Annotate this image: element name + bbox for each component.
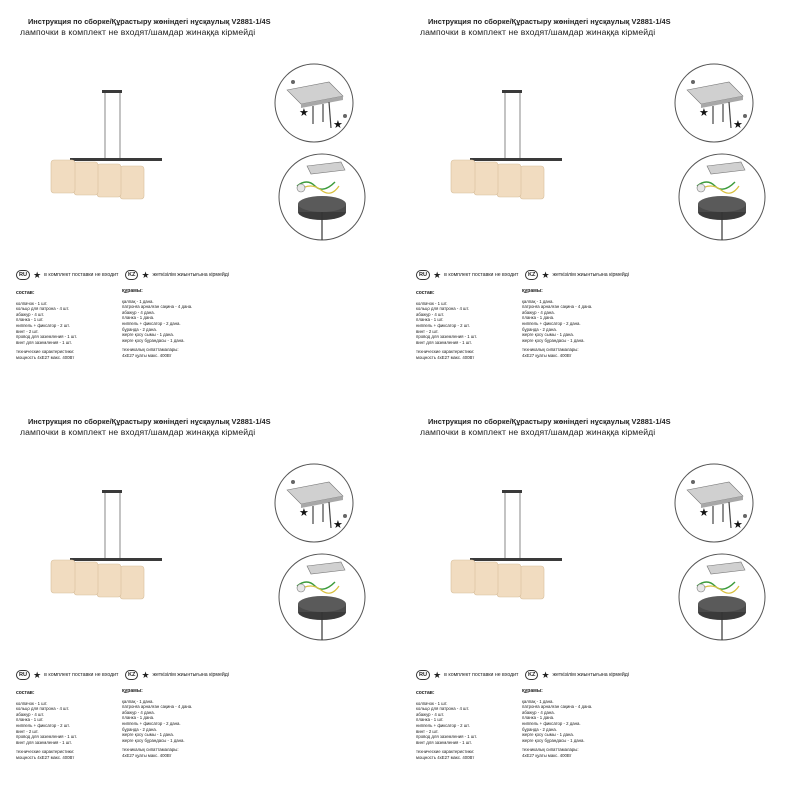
ru-parts-list — [416, 691, 477, 761]
ru-heading: состав: — [16, 690, 35, 696]
list-item: қалпақ - 1 дана. — [522, 298, 554, 304]
list-item: кольцо для патрона - 4 шт. — [416, 306, 470, 312]
ceiling-plate-detail — [673, 62, 755, 144]
star-icon: ★ — [141, 670, 150, 680]
list-item: планка - 1 дана. — [522, 315, 555, 321]
list-item: планка - 1 шт. — [416, 717, 444, 723]
ru-parts-list — [16, 691, 77, 761]
list-item: планка - 1 дана. — [122, 715, 155, 721]
legend-kz — [125, 270, 229, 280]
kz-badge: KZ — [125, 270, 138, 280]
list-item: жерге қосу бұрандасы - 1 дана. — [522, 337, 585, 343]
canopy-wiring-detail — [277, 552, 367, 642]
list-item: жерге қосу сымы - 1 дана. — [522, 732, 575, 738]
ru-heading: состав: — [416, 690, 435, 696]
list-item: ниппель + фиксатор - 2 шт. — [416, 322, 470, 328]
list-item: абажур - 4 шт. — [16, 711, 45, 717]
list-item: жерге қосу бұрандасы - 1 дана. — [122, 337, 185, 343]
legend-kz-text: жеткізілім жиынтығына кірмейді — [152, 272, 229, 278]
kz-heading: құрамы: — [522, 288, 543, 294]
list-item: абажур - 4 дана. — [122, 709, 155, 715]
kz-parts-list — [522, 289, 592, 359]
kz-heading: құрамы: — [522, 688, 543, 694]
ru-tech-value: мощность 4хE27 макс. 400Вт — [16, 754, 75, 760]
canopy-wiring-detail — [677, 152, 767, 242]
instruction-subtitle: лампочки в комплект не входят/шамдар жинаққа кірмейді — [20, 27, 256, 37]
legend-kz — [525, 270, 629, 280]
legend-ru-text: в комплект поставки не входит — [44, 272, 119, 278]
ru-parts-list — [16, 291, 77, 361]
list-item: абажур - 4 дана. — [522, 309, 555, 315]
list-item: провод для заземления - 1 шт. — [416, 334, 477, 340]
instruction-subtitle: лампочки в комплект не входят/шамдар жинаққа кірмейді — [20, 427, 256, 437]
list-item: винт для заземления - 1 шт. — [16, 739, 72, 745]
star-icon: ★ — [433, 670, 442, 680]
list-item: винт для заземления - 1 шт. — [416, 739, 472, 745]
kz-tech-heading: техникалық сипаттамалары: — [522, 747, 579, 753]
list-item: қалпақ - 1 дана. — [122, 698, 154, 704]
list-item: жерге қосу сымы - 1 дана. — [122, 732, 175, 738]
kz-parts-list — [122, 689, 192, 759]
legend-kz-text: жеткізілім жиынтығына кірмейді — [552, 672, 629, 678]
instruction-subtitle: лампочки в комплект не входят/шамдар жинаққа кірмейді — [420, 427, 656, 437]
kz-tech-heading: техникалық сипаттамалары: — [122, 747, 179, 753]
list-item: патронға арналған сақина - 4 дана. — [522, 704, 593, 710]
list-item: ниппель + фиксатор - 2 шт. — [16, 322, 70, 328]
star-icon: ★ — [33, 670, 42, 680]
list-item: ниппель + фиксатор - 2 дана. — [122, 320, 181, 326]
instruction-title: Инструкция по сборке/Құрастыру жөніндегі нұсқаулық V2881-1/4S — [28, 17, 271, 26]
star-icon: ★ — [141, 270, 150, 280]
kz-parts-list — [522, 689, 592, 759]
instruction-title: Инструкция по сборке/Құрастыру жөніндегі нұсқаулық V2881-1/4S — [428, 17, 671, 26]
star-icon: ★ — [541, 270, 550, 280]
kz-tech-value: 4хE27 қуаты макс. 400Вт — [522, 352, 572, 358]
list-item: планка - 1 дана. — [522, 715, 555, 721]
list-item: жерге қосу бұрандасы - 1 дана. — [522, 737, 585, 743]
list-item: колпачок - 1 шт. — [16, 300, 48, 306]
legend-kz-text: жеткізілім жиынтығына кірмейді — [552, 272, 629, 278]
instruction-sheet-top-right — [400, 0, 800, 400]
list-item: абажур - 4 шт. — [16, 311, 45, 317]
list-item: ниппель + фиксатор - 2 шт. — [416, 722, 470, 728]
ru-badge: RU — [16, 670, 30, 680]
kz-heading: құрамы: — [122, 688, 143, 694]
legend-kz — [525, 670, 629, 680]
star-icon: ★ — [541, 670, 550, 680]
list-item: планка - 1 шт. — [16, 317, 44, 323]
list-item: патронға арналған сақина - 4 дана. — [522, 304, 593, 310]
legend-ru — [16, 670, 118, 680]
list-item: провод для заземления - 1 шт. — [416, 734, 477, 740]
instruction-subtitle: лампочки в комплект не входят/шамдар жинаққа кірмейді — [420, 27, 656, 37]
kz-heading: құрамы: — [122, 288, 143, 294]
ru-tech-value: мощность 4хE27 макс. 400Вт — [416, 354, 475, 360]
kz-badge: KZ — [125, 670, 138, 680]
ru-tech-heading: технические характеристики: — [16, 349, 75, 355]
legend-ru — [416, 270, 518, 280]
kz-tech-value: 4хE27 қуаты макс. 400Вт — [122, 352, 172, 358]
legend-kz — [125, 670, 229, 680]
ru-badge: RU — [416, 670, 430, 680]
ceiling-plate-detail — [273, 62, 355, 144]
list-item: провод для заземления - 1 шт. — [16, 334, 77, 340]
canopy-wiring-detail — [677, 552, 767, 642]
instruction-sheet-bottom-right — [400, 400, 800, 800]
ru-heading: состав: — [416, 290, 435, 296]
legend-ru-text: в комплект поставки не входит — [444, 672, 519, 678]
lamp-illustration — [440, 480, 565, 610]
list-item: бұранда - 2 дана. — [522, 726, 557, 732]
list-item: кольцо для патрона - 4 шт. — [416, 706, 470, 712]
list-item: абажур - 4 шт. — [416, 711, 445, 717]
list-item: патронға арналған сақина - 4 дана. — [122, 304, 193, 310]
svg-text:★: ★ — [333, 118, 343, 131]
ru-tech-heading: технические характеристики: — [416, 749, 475, 755]
list-item: ниппель + фиксатор - 2 шт. — [16, 722, 70, 728]
list-item: бұранда - 2 дана. — [122, 726, 157, 732]
kz-tech-value: 4хE27 қуаты макс. 400Вт — [122, 752, 172, 758]
list-item: бұранда - 2 дана. — [122, 326, 157, 332]
list-item: винт для заземления - 1 шт. — [16, 339, 72, 345]
kz-badge: KZ — [525, 670, 538, 680]
svg-text:★: ★ — [699, 106, 709, 119]
legend-ru-text: в комплект поставки не входит — [44, 672, 119, 678]
lamp-illustration — [40, 80, 165, 210]
ru-parts-list — [416, 291, 477, 361]
list-item: колпачок - 1 шт. — [16, 700, 48, 706]
ru-badge: RU — [416, 270, 430, 280]
lamp-illustration — [440, 80, 565, 210]
list-item: ниппель + фиксатор - 2 дана. — [522, 720, 581, 726]
list-item: жерге қосу сымы - 1 дана. — [522, 332, 575, 338]
ru-tech-value: мощность 4хE27 макс. 400Вт — [416, 754, 475, 760]
list-item: абажур - 4 дана. — [122, 309, 155, 315]
instruction-title: Инструкция по сборке/Құрастыру жөніндегі нұсқаулық V2881-1/4S — [428, 417, 671, 426]
star-icon: ★ — [33, 270, 42, 280]
list-item: планка - 1 шт. — [416, 317, 444, 323]
list-item: винт - 2 шт. — [16, 728, 39, 734]
instruction-title: Инструкция по сборке/Құрастыру жөніндегі нұсқаулық V2881-1/4S — [28, 417, 271, 426]
list-item: колпачок - 1 шт. — [416, 300, 448, 306]
svg-text:★: ★ — [299, 106, 309, 119]
list-item: винт - 2 шт. — [16, 328, 39, 334]
list-item: бұранда - 2 дана. — [522, 326, 557, 332]
list-item: жерге қосу бұрандасы - 1 дана. — [122, 737, 185, 743]
ru-badge: RU — [16, 270, 30, 280]
ceiling-plate-detail — [273, 462, 355, 544]
list-item: жерге қосу сымы - 1 дана. — [122, 332, 175, 338]
ru-tech-heading: технические характеристики: — [16, 749, 75, 755]
list-item: абажур - 4 шт. — [416, 311, 445, 317]
list-item: ниппель + фиксатор - 2 дана. — [122, 720, 181, 726]
list-item: кольцо для патрона - 4 шт. — [16, 306, 70, 312]
lamp-illustration — [40, 480, 165, 610]
svg-text:★: ★ — [333, 518, 343, 531]
canopy-wiring-detail — [277, 152, 367, 242]
legend-ru-text: в комплект поставки не входит — [444, 272, 519, 278]
list-item: планка - 1 дана. — [122, 315, 155, 321]
legend-ru — [416, 670, 518, 680]
ceiling-plate-detail — [673, 462, 755, 544]
ru-tech-heading: технические характеристики: — [416, 349, 475, 355]
list-item: винт для заземления - 1 шт. — [416, 339, 472, 345]
instruction-sheet-bottom-left — [0, 400, 400, 800]
svg-text:★: ★ — [699, 506, 709, 519]
kz-badge: KZ — [525, 270, 538, 280]
ru-tech-value: мощность 4хE27 макс. 400Вт — [16, 354, 75, 360]
list-item: винт - 2 шт. — [416, 328, 439, 334]
kz-parts-list — [122, 289, 192, 359]
list-item: патронға арналған сақина - 4 дана. — [122, 704, 193, 710]
list-item: абажур - 4 дана. — [522, 709, 555, 715]
kz-tech-heading: техникалық сипаттамалары: — [522, 347, 579, 353]
list-item: провод для заземления - 1 шт. — [16, 734, 77, 740]
list-item: қалпақ - 1 дана. — [522, 698, 554, 704]
legend-ru — [16, 270, 118, 280]
instruction-sheet-top-left — [0, 0, 400, 400]
kz-tech-value: 4хE27 қуаты макс. 400Вт — [522, 752, 572, 758]
svg-text:★: ★ — [733, 118, 743, 131]
list-item: планка - 1 шт. — [16, 717, 44, 723]
list-item: кольцо для патрона - 4 шт. — [16, 706, 70, 712]
svg-text:★: ★ — [299, 506, 309, 519]
list-item: винт - 2 шт. — [416, 728, 439, 734]
legend-kz-text: жеткізілім жиынтығына кірмейді — [152, 672, 229, 678]
kz-tech-heading: техникалық сипаттамалары: — [122, 347, 179, 353]
ru-heading: состав: — [16, 290, 35, 296]
star-icon: ★ — [433, 270, 442, 280]
svg-text:★: ★ — [733, 518, 743, 531]
list-item: қалпақ - 1 дана. — [122, 298, 154, 304]
list-item: ниппель + фиксатор - 2 дана. — [522, 320, 581, 326]
list-item: колпачок - 1 шт. — [416, 700, 448, 706]
